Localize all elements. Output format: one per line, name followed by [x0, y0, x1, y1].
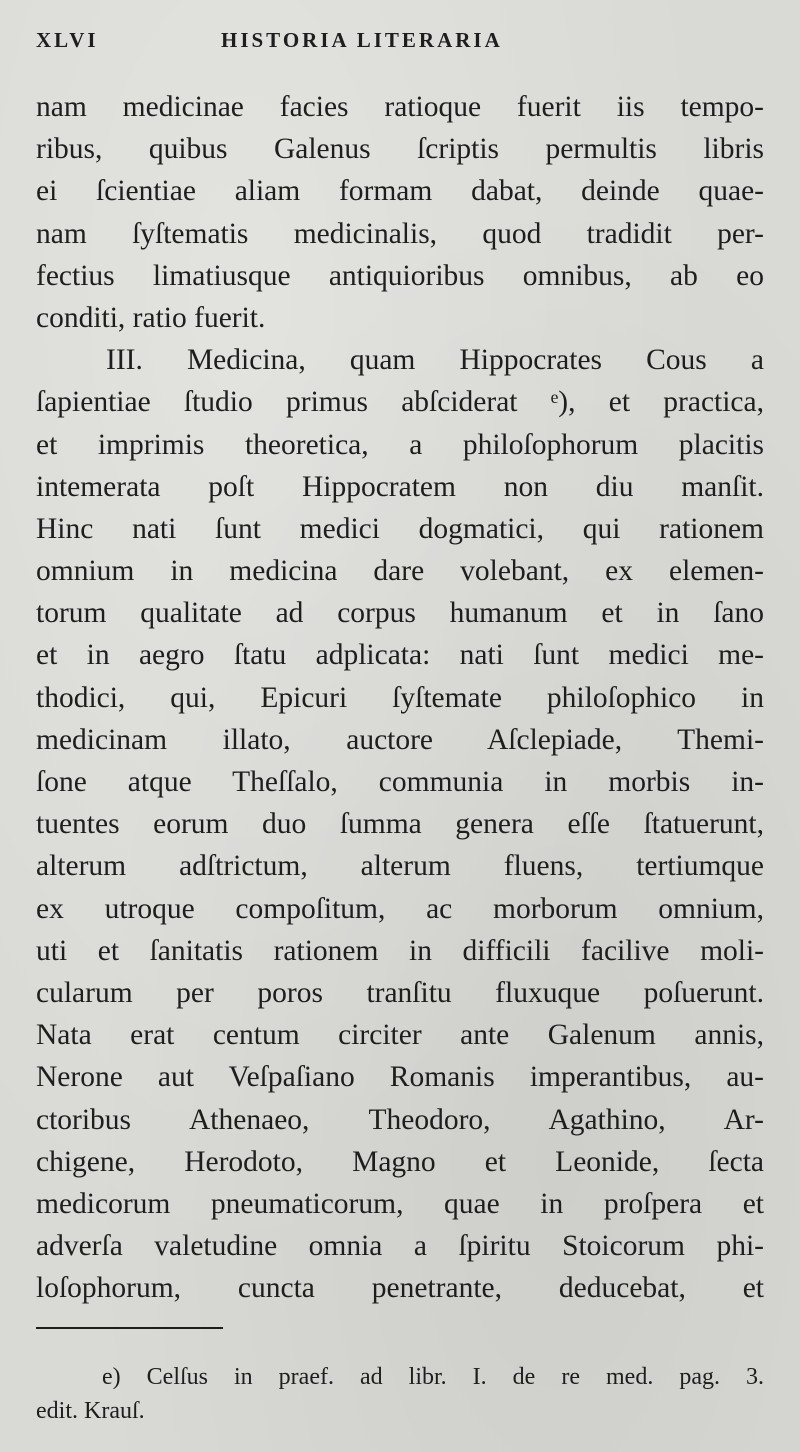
body-text — [36, 86, 764, 1309]
footnote-rule — [36, 1327, 223, 1329]
text-line: tuentes eorum duo ſumma genera eſſe ſtatuerunt, — [36, 808, 764, 841]
text-line: ſapientiae ſtudio primus abſciderat ᵉ), et practica, — [36, 386, 764, 419]
text-line: nam medicinae facies ratioque fuerit iis tempo- — [36, 91, 764, 123]
text-line: et imprimis theoretica, a philoſophorum placitis — [36, 428, 764, 461]
footnote-line: e) Celſus in praef. ad libr. I. de re med. pag. 3. — [102, 1364, 764, 1390]
text-line: ſone atque Theſſalo, communia in morbis in- — [36, 766, 764, 798]
text-line: conditi, ratio fuerit. — [36, 301, 266, 334]
text-line: Nerone aut Veſpaſiano Romanis imperantibus, au- — [36, 1061, 764, 1094]
text-line: chigene, Herodoto, Magno et Leonide, ſecta — [36, 1145, 764, 1178]
text-line: et in aegro ſtatu adplicata: nati ſunt medici me- — [36, 639, 764, 672]
text-line: Nata erat centum circiter ante Galenum annis, — [36, 1019, 764, 1052]
text-line: torum qualitate ad corpus humanum et in ſano — [36, 597, 764, 630]
footnote — [36, 1360, 764, 1428]
text-line: nam ſyſtematis medicinalis, quod tradidit per- — [36, 217, 764, 250]
text-line: ex utroque compoſitum, ac morborum omnium, — [36, 892, 764, 925]
text-line: ribus, quibus Galenus ſcriptis permultis libris — [36, 133, 764, 166]
text-line: omnium in medicina dare volebant, ex elemen- — [36, 555, 764, 588]
text-line: fectius limatiusque antiquioribus omnibus, ab eo — [36, 259, 764, 292]
running-head — [36, 28, 764, 58]
section-heading-line: III. Medicina, quam Hippocrates Cous a — [106, 344, 764, 377]
text-line: Hinc nati ſunt medici dogmatici, qui rationem — [36, 512, 764, 545]
text-line: intemerata poſt Hippocratem non diu manſit. — [36, 470, 764, 503]
text-line: loſophorum, cuncta penetrante, deducebat, et — [36, 1272, 764, 1305]
text-line: ei ſcientiae aliam formam dabat, deinde quae- — [36, 175, 764, 208]
text-line: cularum per poros tranſitu fluxuque poſuerunt. — [36, 976, 764, 1009]
running-title: HISTORIA LITERARIA — [221, 28, 503, 52]
text-line: adverſa valetudine omnia a ſpiritu Stoicorum phi- — [36, 1230, 764, 1263]
text-line: alterum adſtrictum, alterum fluens, tertiumque — [36, 850, 764, 883]
page-number: XLVI — [36, 28, 99, 52]
text-line: medicorum pneumaticorum, quae in proſpera et — [36, 1187, 764, 1220]
text-line: medicinam illato, auctore Aſclepiade, Themi- — [36, 723, 764, 756]
footnote-line: edit. Krauſ. — [36, 1398, 145, 1424]
text-line: thodici, qui, Epicuri ſyſtemate philoſophico in — [36, 681, 764, 714]
text-line: uti et ſanitatis rationem in difficili facilive moli- — [36, 934, 764, 967]
text-line: ctoribus Athenaeo, Theodoro, Agathino, Ar- — [36, 1103, 764, 1136]
